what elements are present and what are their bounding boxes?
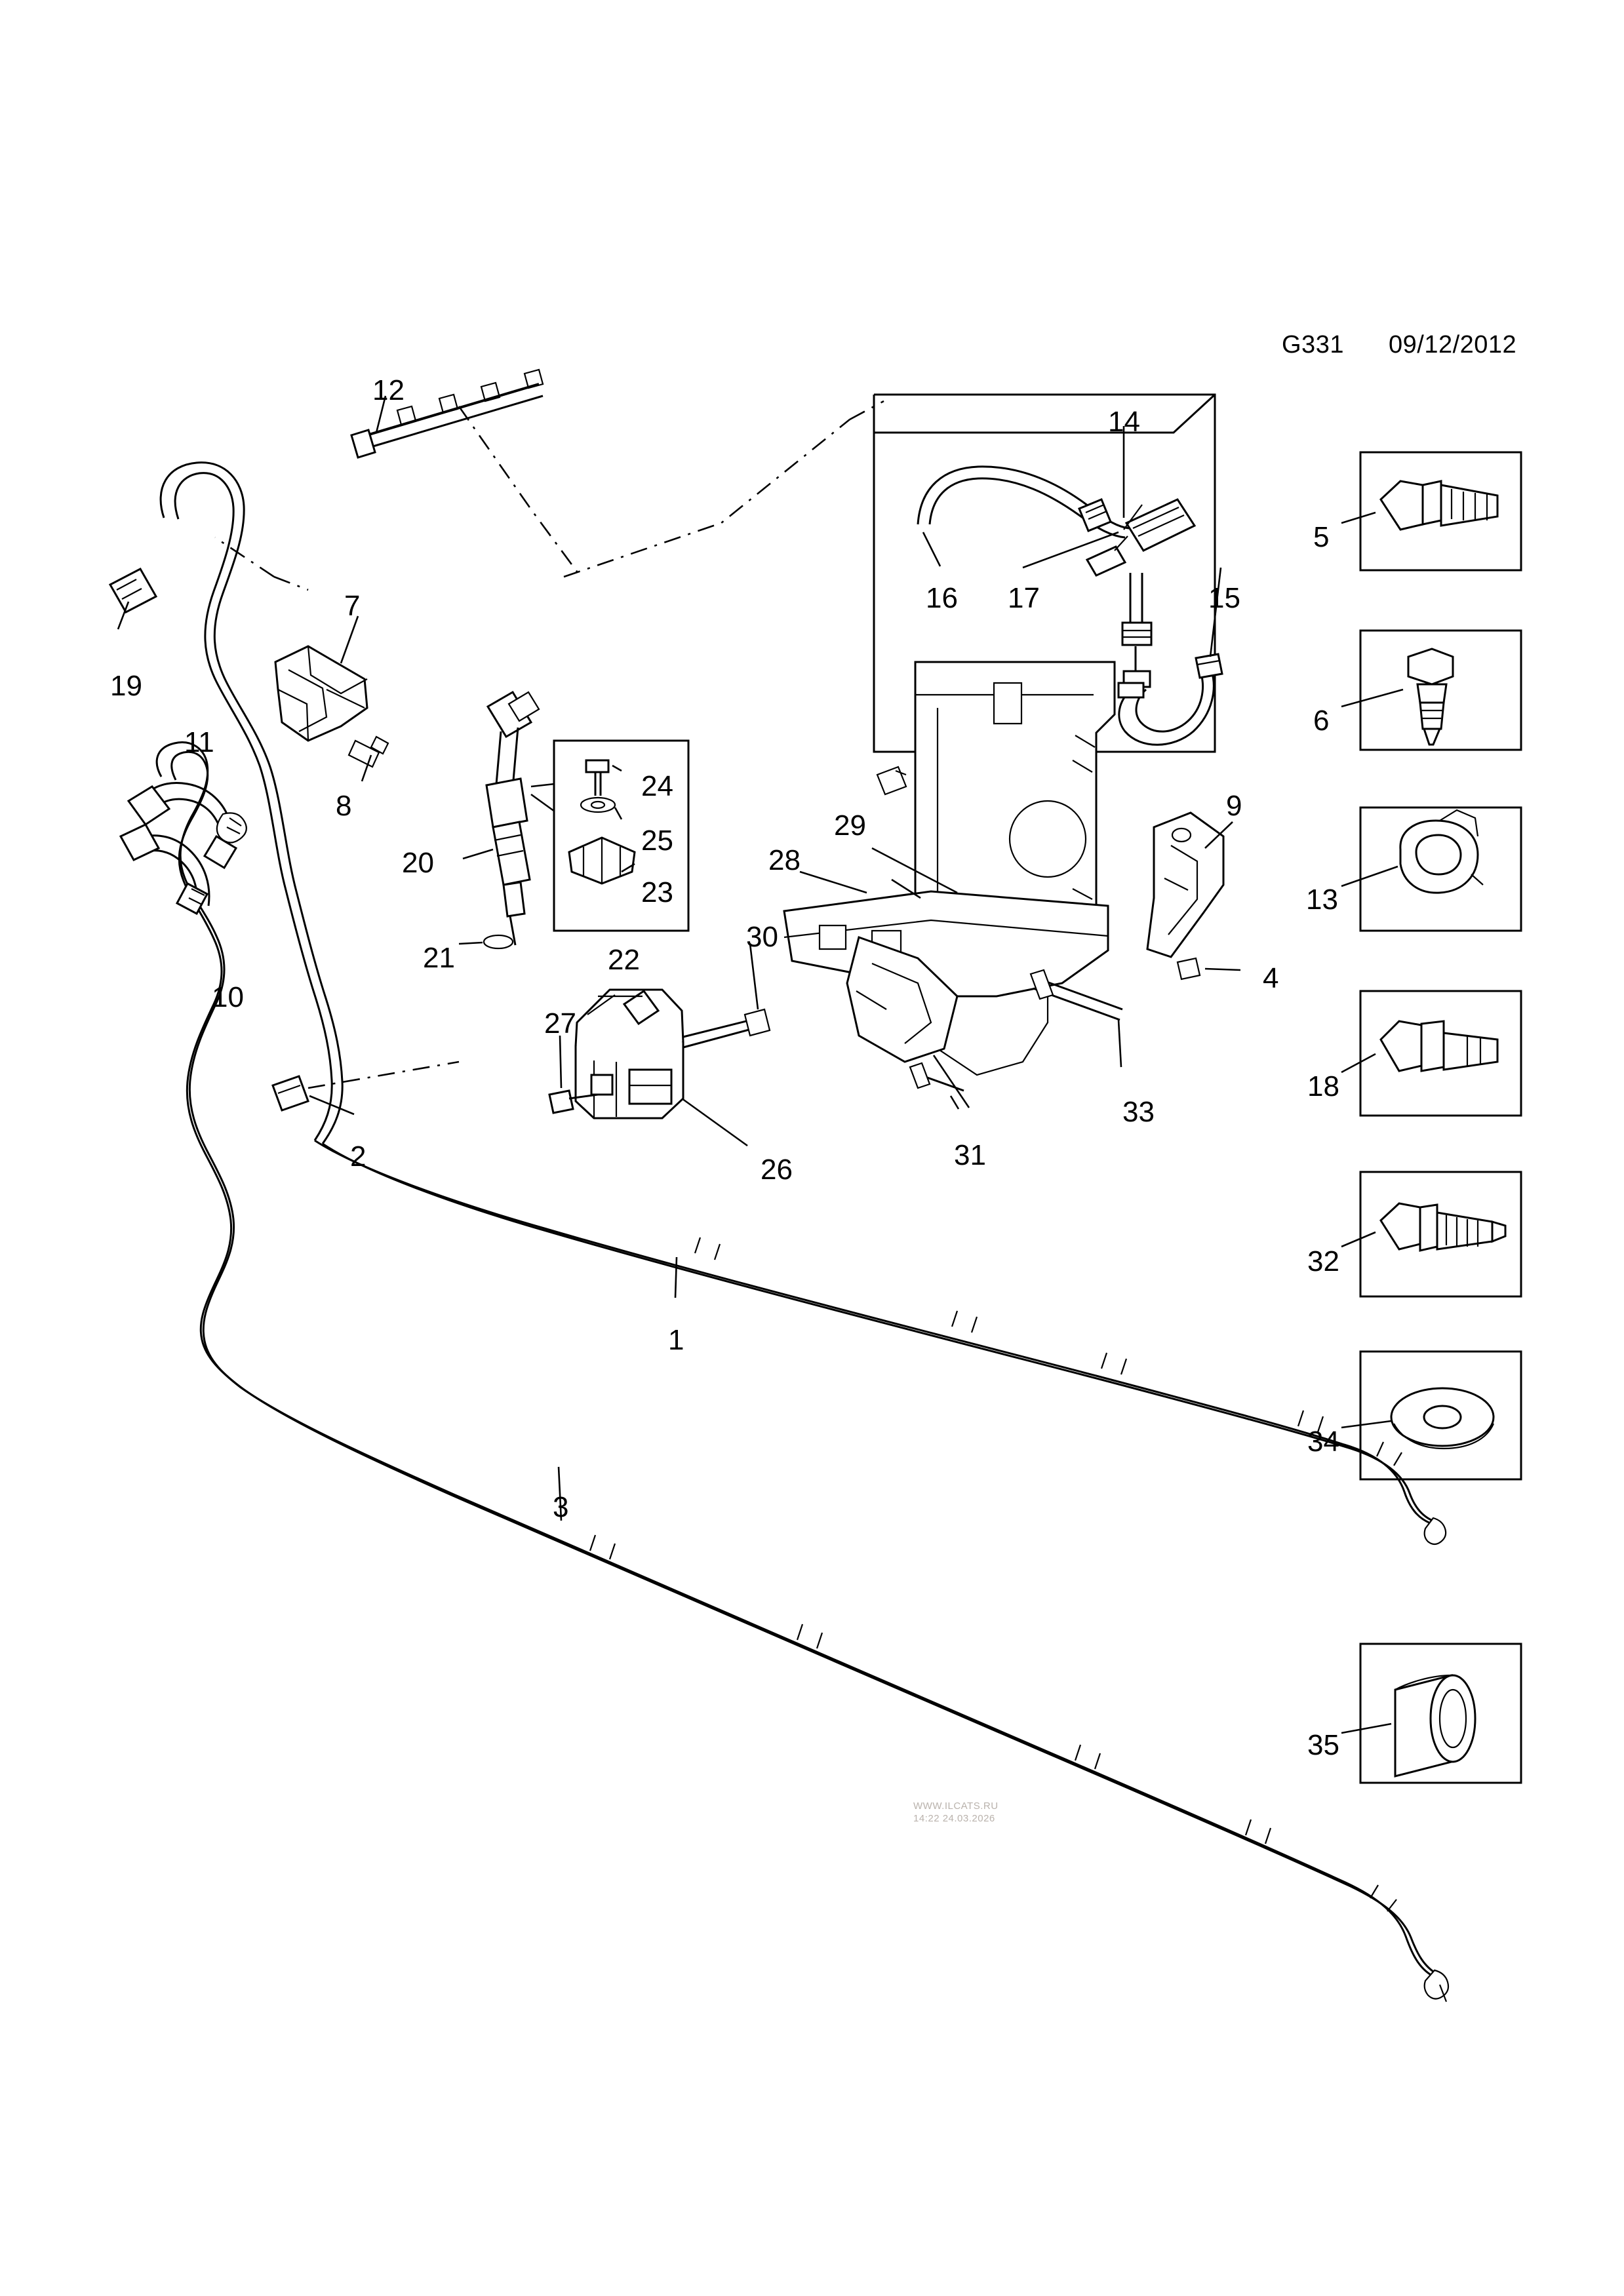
watermark-line-2: 14:22 24.03.2026 xyxy=(913,1813,995,1824)
callout-8: 8 xyxy=(336,790,352,822)
callout-21: 21 xyxy=(423,942,455,974)
callout-34: 34 xyxy=(1307,1426,1339,1458)
callout-16: 16 xyxy=(926,582,958,614)
catalogue-date: 09/12/2012 xyxy=(1389,331,1517,359)
callout-5: 5 xyxy=(1313,521,1330,553)
callout-9: 9 xyxy=(1226,790,1242,822)
callout-2: 2 xyxy=(350,1140,366,1173)
callout-15: 15 xyxy=(1208,582,1240,614)
alignment-line-a xyxy=(459,406,577,572)
callout-19: 19 xyxy=(110,670,142,702)
callout-26: 26 xyxy=(761,1154,793,1186)
part-box-5 xyxy=(1341,452,1521,570)
seal-21 xyxy=(459,935,513,948)
callout-33: 33 xyxy=(1122,1096,1155,1128)
callout-25: 25 xyxy=(641,825,673,857)
watermark-line-1: WWW.ILCATS.RU xyxy=(913,1800,999,1812)
fastener-29 xyxy=(877,767,906,794)
alignment-line-e xyxy=(274,577,308,590)
callout-23: 23 xyxy=(641,876,673,908)
leader-1 xyxy=(675,1257,677,1298)
connector-19 xyxy=(110,569,156,629)
callout-1: 1 xyxy=(668,1324,684,1356)
callout-14: 14 xyxy=(1108,406,1140,438)
clamp-2 xyxy=(273,1062,459,1114)
bracket-7 xyxy=(275,616,388,781)
part-box-32 xyxy=(1341,1172,1521,1296)
bolt-33 xyxy=(1031,970,1122,1067)
fuel-line-1 xyxy=(161,463,1446,1544)
part-box-6 xyxy=(1341,631,1521,750)
callout-10: 10 xyxy=(212,981,244,1013)
engine-bracket xyxy=(784,662,1115,1108)
part-box-35 xyxy=(1341,1644,1521,1783)
callout-11: 11 xyxy=(184,726,214,758)
alignment-line-d xyxy=(215,537,274,577)
callout-29: 29 xyxy=(834,809,866,842)
part-box-18 xyxy=(1341,991,1521,1116)
callout-27: 27 xyxy=(544,1007,576,1040)
callout-4: 4 xyxy=(1263,962,1279,994)
fuel-hose-10 xyxy=(121,825,209,914)
callout-31: 31 xyxy=(954,1139,986,1171)
callout-30: 30 xyxy=(746,921,778,953)
catalogue-code: G331 xyxy=(1282,331,1344,359)
bracket-9 xyxy=(1147,813,1240,979)
bolt-31 xyxy=(910,1063,964,1109)
callout-32: 32 xyxy=(1307,1245,1339,1277)
alignment-line-c xyxy=(850,401,884,419)
callout-6: 6 xyxy=(1313,705,1330,737)
callout-17: 17 xyxy=(1008,582,1040,614)
callout-12: 12 xyxy=(372,374,405,406)
callout-24: 24 xyxy=(641,770,673,802)
part-box-34 xyxy=(1341,1352,1521,1479)
callout-13: 13 xyxy=(1306,884,1338,916)
alignment-line-b xyxy=(564,419,850,577)
callout-18: 18 xyxy=(1307,1070,1339,1102)
injector-20 xyxy=(463,692,555,945)
callout-22: 22 xyxy=(608,944,640,976)
callout-20: 20 xyxy=(402,847,434,879)
callout-7: 7 xyxy=(344,590,361,622)
part-box-13 xyxy=(1341,807,1521,931)
callout-3: 3 xyxy=(553,1491,569,1523)
callout-28: 28 xyxy=(768,844,801,876)
callout-35: 35 xyxy=(1307,1729,1339,1761)
hp-pump-26 xyxy=(549,944,770,1146)
